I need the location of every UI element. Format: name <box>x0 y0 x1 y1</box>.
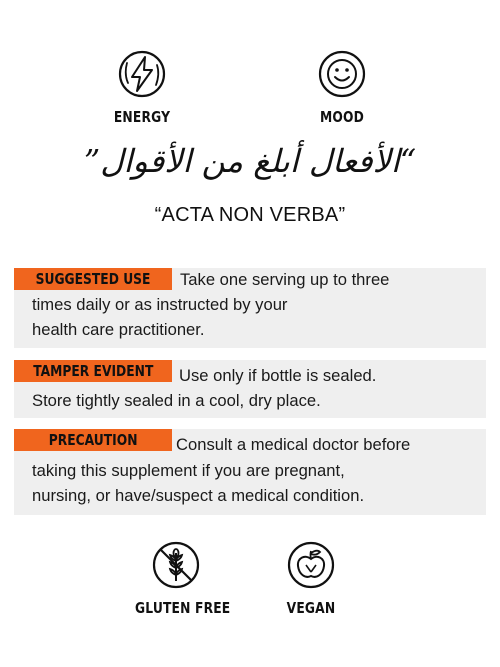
lightning-bolt-icon <box>118 50 166 98</box>
suggested-use-tag: SUGGESTED USE <box>14 268 172 290</box>
smiley-face-icon <box>318 50 366 98</box>
precaution-line-2: taking this supplement if you are pregnant, <box>32 461 345 480</box>
suggested-use-line-3: health care practitioner. <box>32 320 205 339</box>
vegan-label: VEGAN <box>286 599 336 617</box>
no-gluten-wheat-icon <box>152 541 200 589</box>
vegan-badge <box>271 541 351 617</box>
energy-badge <box>102 50 182 126</box>
tamper-evident-tag: TAMPER EVIDENT <box>14 360 172 382</box>
suggested-use-line-2: times daily or as instructed by your <box>32 295 288 314</box>
apple-leaf-icon <box>287 541 335 589</box>
tamper-evident-panel <box>14 360 486 418</box>
precaution-tag: PRECAUTION <box>14 429 172 451</box>
gluten-free-label: GLUTEN FREE <box>135 599 231 617</box>
energy-label: ENERGY <box>113 108 171 126</box>
suggested-use-panel <box>14 268 486 348</box>
mood-label: MOOD <box>319 108 365 126</box>
gluten-free-badge <box>126 541 231 617</box>
latin-motto: “ACTA NON VERBA” <box>154 204 346 226</box>
tamper-evident-line-1: Use only if bottle is sealed. <box>179 366 377 385</box>
tamper-evident-line-2: Store tightly sealed in a cool, dry place. <box>32 391 321 410</box>
precaution-line-3: nursing, or have/suspect a medical condition. <box>32 486 365 505</box>
mood-badge <box>302 50 382 126</box>
suggested-use-line-1: Take one serving up to three <box>180 270 390 289</box>
precaution-line-1: Consult a medical doctor before <box>176 435 411 454</box>
precaution-panel <box>14 429 486 515</box>
arabic-quote: “الأفعال أبلغ من الأقوال” <box>83 142 417 180</box>
